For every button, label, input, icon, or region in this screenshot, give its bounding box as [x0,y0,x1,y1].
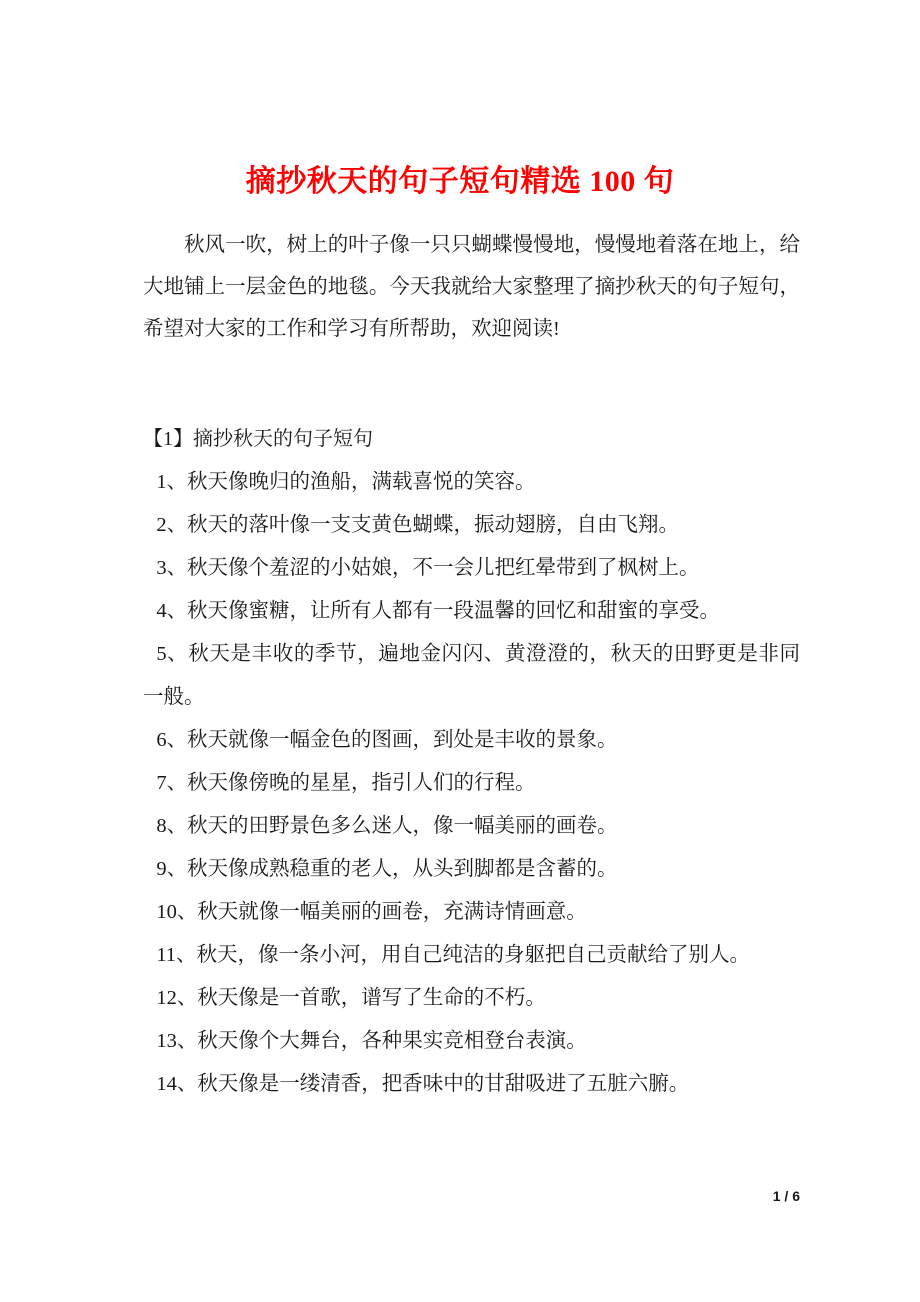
list-item: 4、秋天像蜜糖，让所有人都有一段温馨的回忆和甜蜜的享受。 [156,600,721,622]
page-number-footer: 1 / 6 [772,1188,800,1204]
list-item: 1、秋天像晚归的渔船，满载喜悦的笑容。 [156,471,536,493]
list-item: 2、秋天的落叶像一支支黄色蝴蝶，振动翅膀，自由飞翔。 [156,514,680,536]
section-heading: 【1】摘抄秋天的句子短句 [143,428,373,450]
list-item: 14、秋天像是一缕清香，把香味中的甘甜吸进了五脏六腑。 [156,1073,690,1095]
list-item: 8、秋天的田野景色多么迷人，像一幅美丽的画卷。 [156,815,618,837]
list-item: 11、秋天，像一条小河，用自己纯洁的身躯把自己贡献给了别人。 [156,944,751,966]
intro-section [143,224,800,350]
list-item: 12、秋天像是一首歌，谱写了生命的不朽。 [156,987,546,1009]
list-item: 3、秋天像个羞涩的小姑娘，不一会儿把红晕带到了枫树上。 [156,557,700,579]
intro-paragraph: 秋风一吹，树上的叶子像一只只蝴蝶慢慢地，慢慢地着落在地上，给大地铺上一层金色的地毯。今天我就给大家整理了摘抄秋天的句子短句，希望对大家的工作和学习有所帮助，欢迎阅读! [143,234,800,340]
page-title: 摘抄秋天的句子短句精选 100 句 [245,165,675,199]
list-item: 13、秋天像个大舞台，各种果实竞相登台表演。 [156,1030,587,1052]
sentence-list [143,461,800,1106]
list-item: 6、秋天就像一幅金色的图画，到处是丰收的景象。 [156,729,618,751]
list-item: 9、秋天像成熟稳重的老人，从头到脚都是含蓄的。 [156,858,618,880]
list-item: 7、秋天像傍晚的星星，指引人们的行程。 [156,772,536,794]
list-item: 5、秋天是丰收的季节，遍地金闪闪、黄澄澄的，秋天的田野更是非同一般。 [143,643,800,708]
list-item: 10、秋天就像一幅美丽的画卷，充满诗情画意。 [156,901,587,923]
